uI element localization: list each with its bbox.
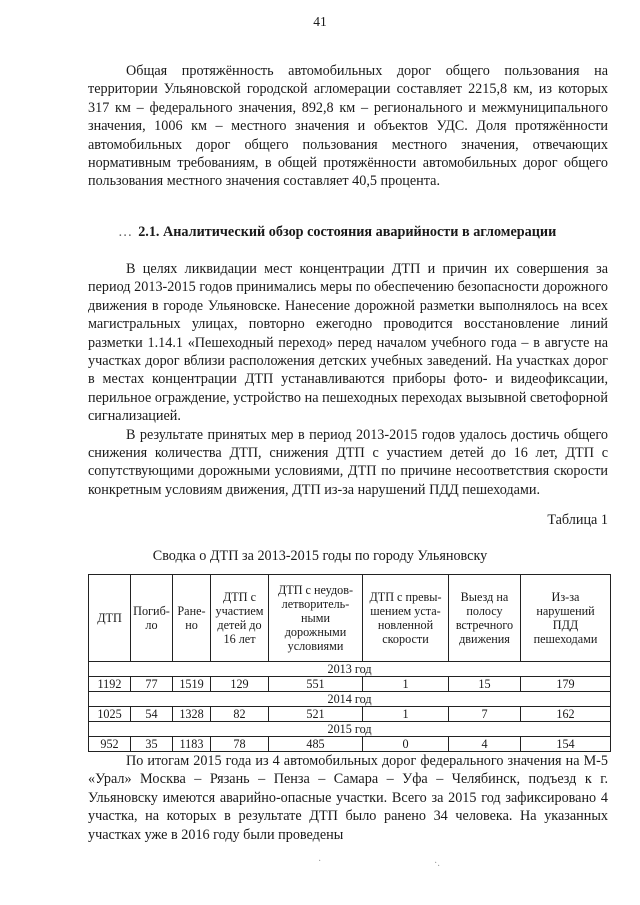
closing-section bbox=[88, 752, 608, 844]
header-cell: ДТП с участием детей до 16 лет bbox=[211, 575, 269, 662]
year-label: 2015 год bbox=[89, 722, 611, 737]
body-paragraph-1: В целях ликвидации мест концентрации ДТП и причин их совершения за период 2013-2015 годов принимались меры по обеспечению безопасности дорожного движения в городе Ульяновске. Нанесение дорожной разметки выполнялось на всех магистральных улицах, повторно ежегодно проводится восстановление линий разметки 1.14.1 «Пешеходный переход» перед началом учебного года – в августе на участках дорог вблизи расположения детских учебных заведений. На участках дорог в местах концентрации ДТП устанавливаются приборы фото- и видеофиксации, перильное ограждение, устройство на пешеходных переходах вызывной светофорной сигнализацией. bbox=[88, 261, 608, 425]
table-cell: 154 bbox=[521, 737, 611, 752]
table-cell: 0 bbox=[363, 737, 449, 752]
page-number: 41 bbox=[313, 14, 327, 29]
table-cell: 54 bbox=[131, 707, 173, 722]
table-cell: 1328 bbox=[173, 707, 211, 722]
table-cell: 15 bbox=[449, 677, 521, 692]
table-cell: 485 bbox=[269, 737, 363, 752]
table-cell: 551 bbox=[269, 677, 363, 692]
table-cell: 521 bbox=[269, 707, 363, 722]
header-cell: Погиб-ло bbox=[131, 575, 173, 662]
section-title: 2.1. Аналитический обзор состояния аварийности в агломерации bbox=[138, 224, 557, 240]
intro-section bbox=[88, 62, 608, 191]
table-cell: 1519 bbox=[173, 677, 211, 692]
table-title: Сводка о ДТП за 2013-2015 годы по городу Ульяновску bbox=[152, 548, 488, 564]
table-cell: 179 bbox=[521, 677, 611, 692]
year-row bbox=[89, 692, 611, 707]
table-row bbox=[89, 737, 611, 752]
scan-speck: · bbox=[318, 856, 322, 867]
scan-speck: ·. bbox=[434, 858, 440, 869]
table-cell: 35 bbox=[131, 737, 173, 752]
table-cell: 952 bbox=[89, 737, 131, 752]
intro-paragraph: Общая протяжённость автомобильных дорог общего пользования на территории Ульяновской городской агломерации составляет 2215,8 км, из которых 317 км – федерального значения, 892,8 км – регионального и межмуниципального значения, 1006 км – местного значения и объектов УДС. Доля протяжённости автомобильных дорог общего пользования местного значения, отвечающих нормативным требованиям, в общей протяжённости автомобильных дорог общего пользования местного значения составляет 40,5 процента. bbox=[88, 63, 608, 190]
table-row bbox=[89, 707, 611, 722]
table-row bbox=[89, 677, 611, 692]
header-cell: Ране-но bbox=[173, 575, 211, 662]
table-cell: 78 bbox=[211, 737, 269, 752]
section-heading bbox=[118, 224, 598, 241]
table-cell: 7 bbox=[449, 707, 521, 722]
body-paragraph-2: В результате принятых мер в период 2013-2015 годов удалось достичь общего снижения количества ДТП, снижения ДТП с участием детей до 16 лет, ДТП с сопутствующими дорожными условиями, ДТП по причине несоответствия скорости конкретным условиям движения, ДТП из-за нарушений ПДД пешеходами. bbox=[88, 426, 608, 498]
section-marker: … bbox=[118, 224, 133, 240]
header-cell: ДТП bbox=[89, 575, 131, 662]
header-cell: ДТП с неудов-летворитель-ными дорожными условиями bbox=[269, 575, 363, 662]
table-label: Таблица 1 bbox=[547, 512, 608, 528]
year-row bbox=[89, 722, 611, 737]
table-cell: 1025 bbox=[89, 707, 131, 722]
closing-paragraph: По итогам 2015 года из 4 автомобильных дорог федерального значения на М-5 «Урал» Москва – Рязань – Пенза – Самара – Уфа – Челябинск, подъезд к г. Ульяновску имеются аварийно-опасные участки. Всего за 2015 год зафиксировано 4 участка, на которых в результате ДТП было ранено 34 человека. На указанных участках уже в 2016 году были проведены bbox=[88, 753, 608, 843]
table-header-row bbox=[89, 575, 611, 662]
accident-summary-table bbox=[88, 574, 611, 752]
header-cell: ДТП с превы-шением уста-новленной скорости bbox=[363, 575, 449, 662]
table-cell: 82 bbox=[211, 707, 269, 722]
table-cell: 77 bbox=[131, 677, 173, 692]
header-cell: Выезд на полосу встречного движения bbox=[449, 575, 521, 662]
table-cell: 129 bbox=[211, 677, 269, 692]
table-cell: 1 bbox=[363, 677, 449, 692]
table-cell: 1 bbox=[363, 707, 449, 722]
body-section bbox=[88, 260, 608, 499]
year-row bbox=[89, 662, 611, 677]
table-cell: 4 bbox=[449, 737, 521, 752]
table-cell: 162 bbox=[521, 707, 611, 722]
table-cell: 1192 bbox=[89, 677, 131, 692]
year-label: 2013 год bbox=[89, 662, 611, 677]
header-cell: Из-за нарушений ПДД пешеходами bbox=[521, 575, 611, 662]
year-label: 2014 год bbox=[89, 692, 611, 707]
table-cell: 1183 bbox=[173, 737, 211, 752]
